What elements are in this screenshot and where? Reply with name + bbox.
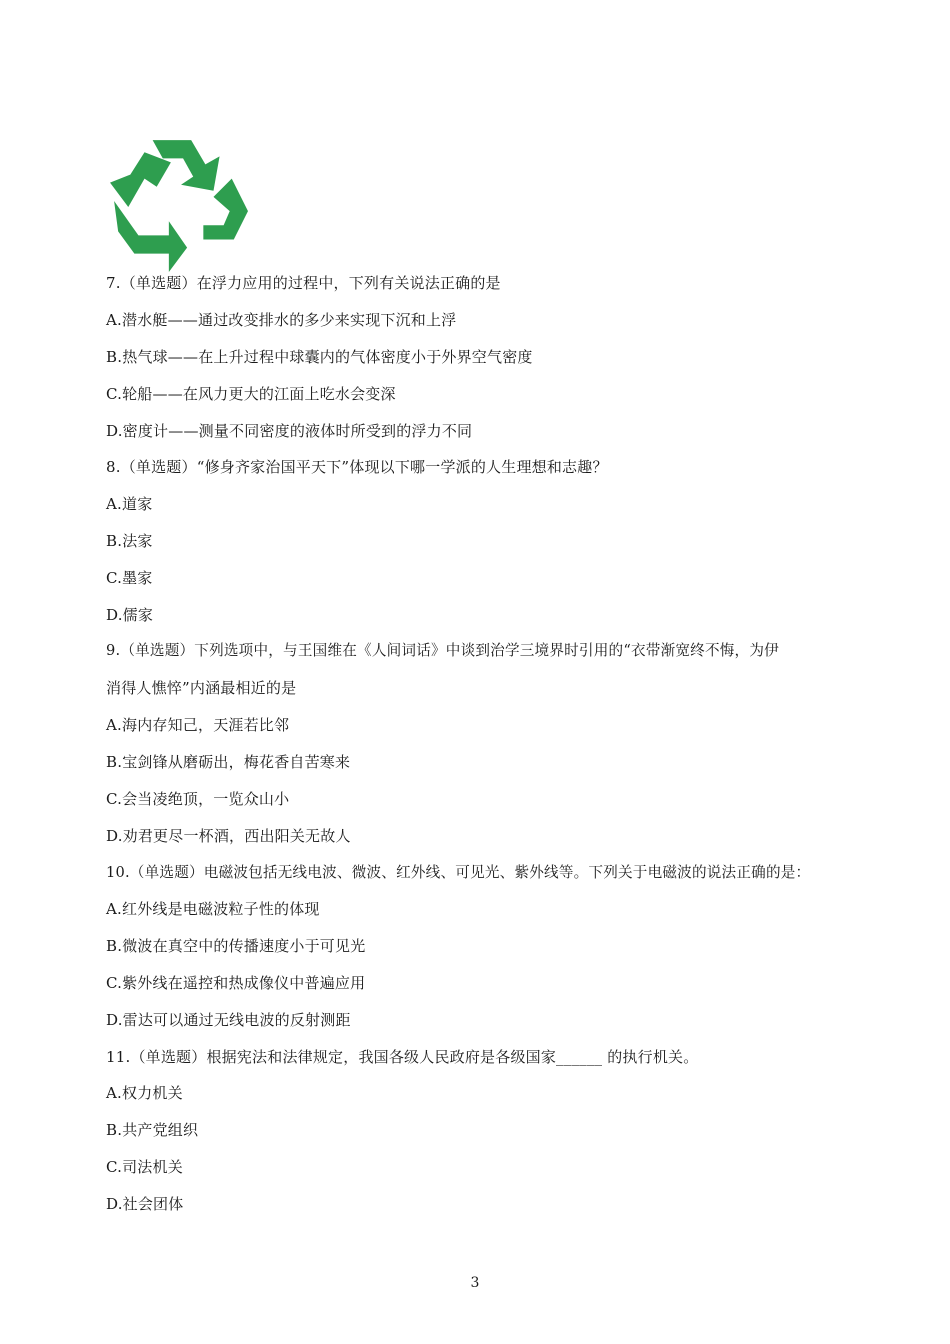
question-8-option-a: A.道家 [106,495,153,513]
question-8-option-d: D.儒家 [106,606,154,624]
question-10-option-b: B.微波在真空中的传播速度小于可见光 [106,937,366,955]
question-7-option-d: D.密度计——测量不同密度的液体时所受到的浮力不同 [106,422,473,440]
question-11-option-b: B.共产党组织 [106,1121,199,1139]
question-8-option-c: C.墨家 [106,569,153,587]
question-7-option-c: C.轮船——在风力更大的江面上吃水会变深 [106,385,396,403]
question-11-option-d: D.社会团体 [106,1195,184,1213]
question-8-stem: 8.（单选题）“修身齐家治国平天下”体现以下哪一学派的人生理想和志趣？ [106,458,608,476]
question-9-option-b: B.宝剑锋从磨砺出，梅花香自苦寒来 [106,753,351,771]
question-11-stem: 11.（单选题）根据宪法和法律规定，我国各级人民政府是各级国家______ 的执行机关。 [106,1048,699,1066]
question-9-stem: 9.（单选题）下列选项中，与王国维在《人间词话》中谈到治学三境界时引用的“衣带渐宽终不悔，为伊 [106,642,779,659]
question-9-stem-continued: 消得人憔悴”内涵最相近的是 [106,679,297,697]
question-10-option-c: C.紫外线在遥控和热成像仪中普遍应用 [106,974,366,992]
question-10-stem: 10.（单选题）电磁波包括无线电波、微波、红外线、可见光、紫外线等。下列关于电磁波的说法正确的是： [106,864,811,881]
question-7-option-b: B.热气球——在上升过程中球囊内的气体密度小于外界空气密度 [106,348,533,366]
question-9-option-d: D.劝君更尽一杯酒，西出阳关无故人 [106,827,351,845]
question-11-option-a: A.权力机关 [106,1084,183,1102]
recycle-icon [108,134,250,276]
question-10-option-d: D.雷达可以通过无线电波的反射测距 [106,1011,351,1029]
question-8-option-b: B.法家 [106,532,153,550]
question-7-option-a: A.潜水艇——通过改变排水的多少来实现下沉和上浮 [106,311,457,329]
page-number: 3 [470,1275,480,1291]
question-9-option-a: A.海内存知己，天涯若比邻 [106,716,290,734]
question-11-option-c: C.司法机关 [106,1158,183,1176]
question-7-stem: 7.（单选题）在浮力应用的过程中，下列有关说法正确的是 [106,274,501,292]
question-9-option-c: C.会当凌绝顶，一览众山小 [106,790,290,808]
question-10-option-a: A.红外线是电磁波粒子性的体现 [106,900,320,918]
